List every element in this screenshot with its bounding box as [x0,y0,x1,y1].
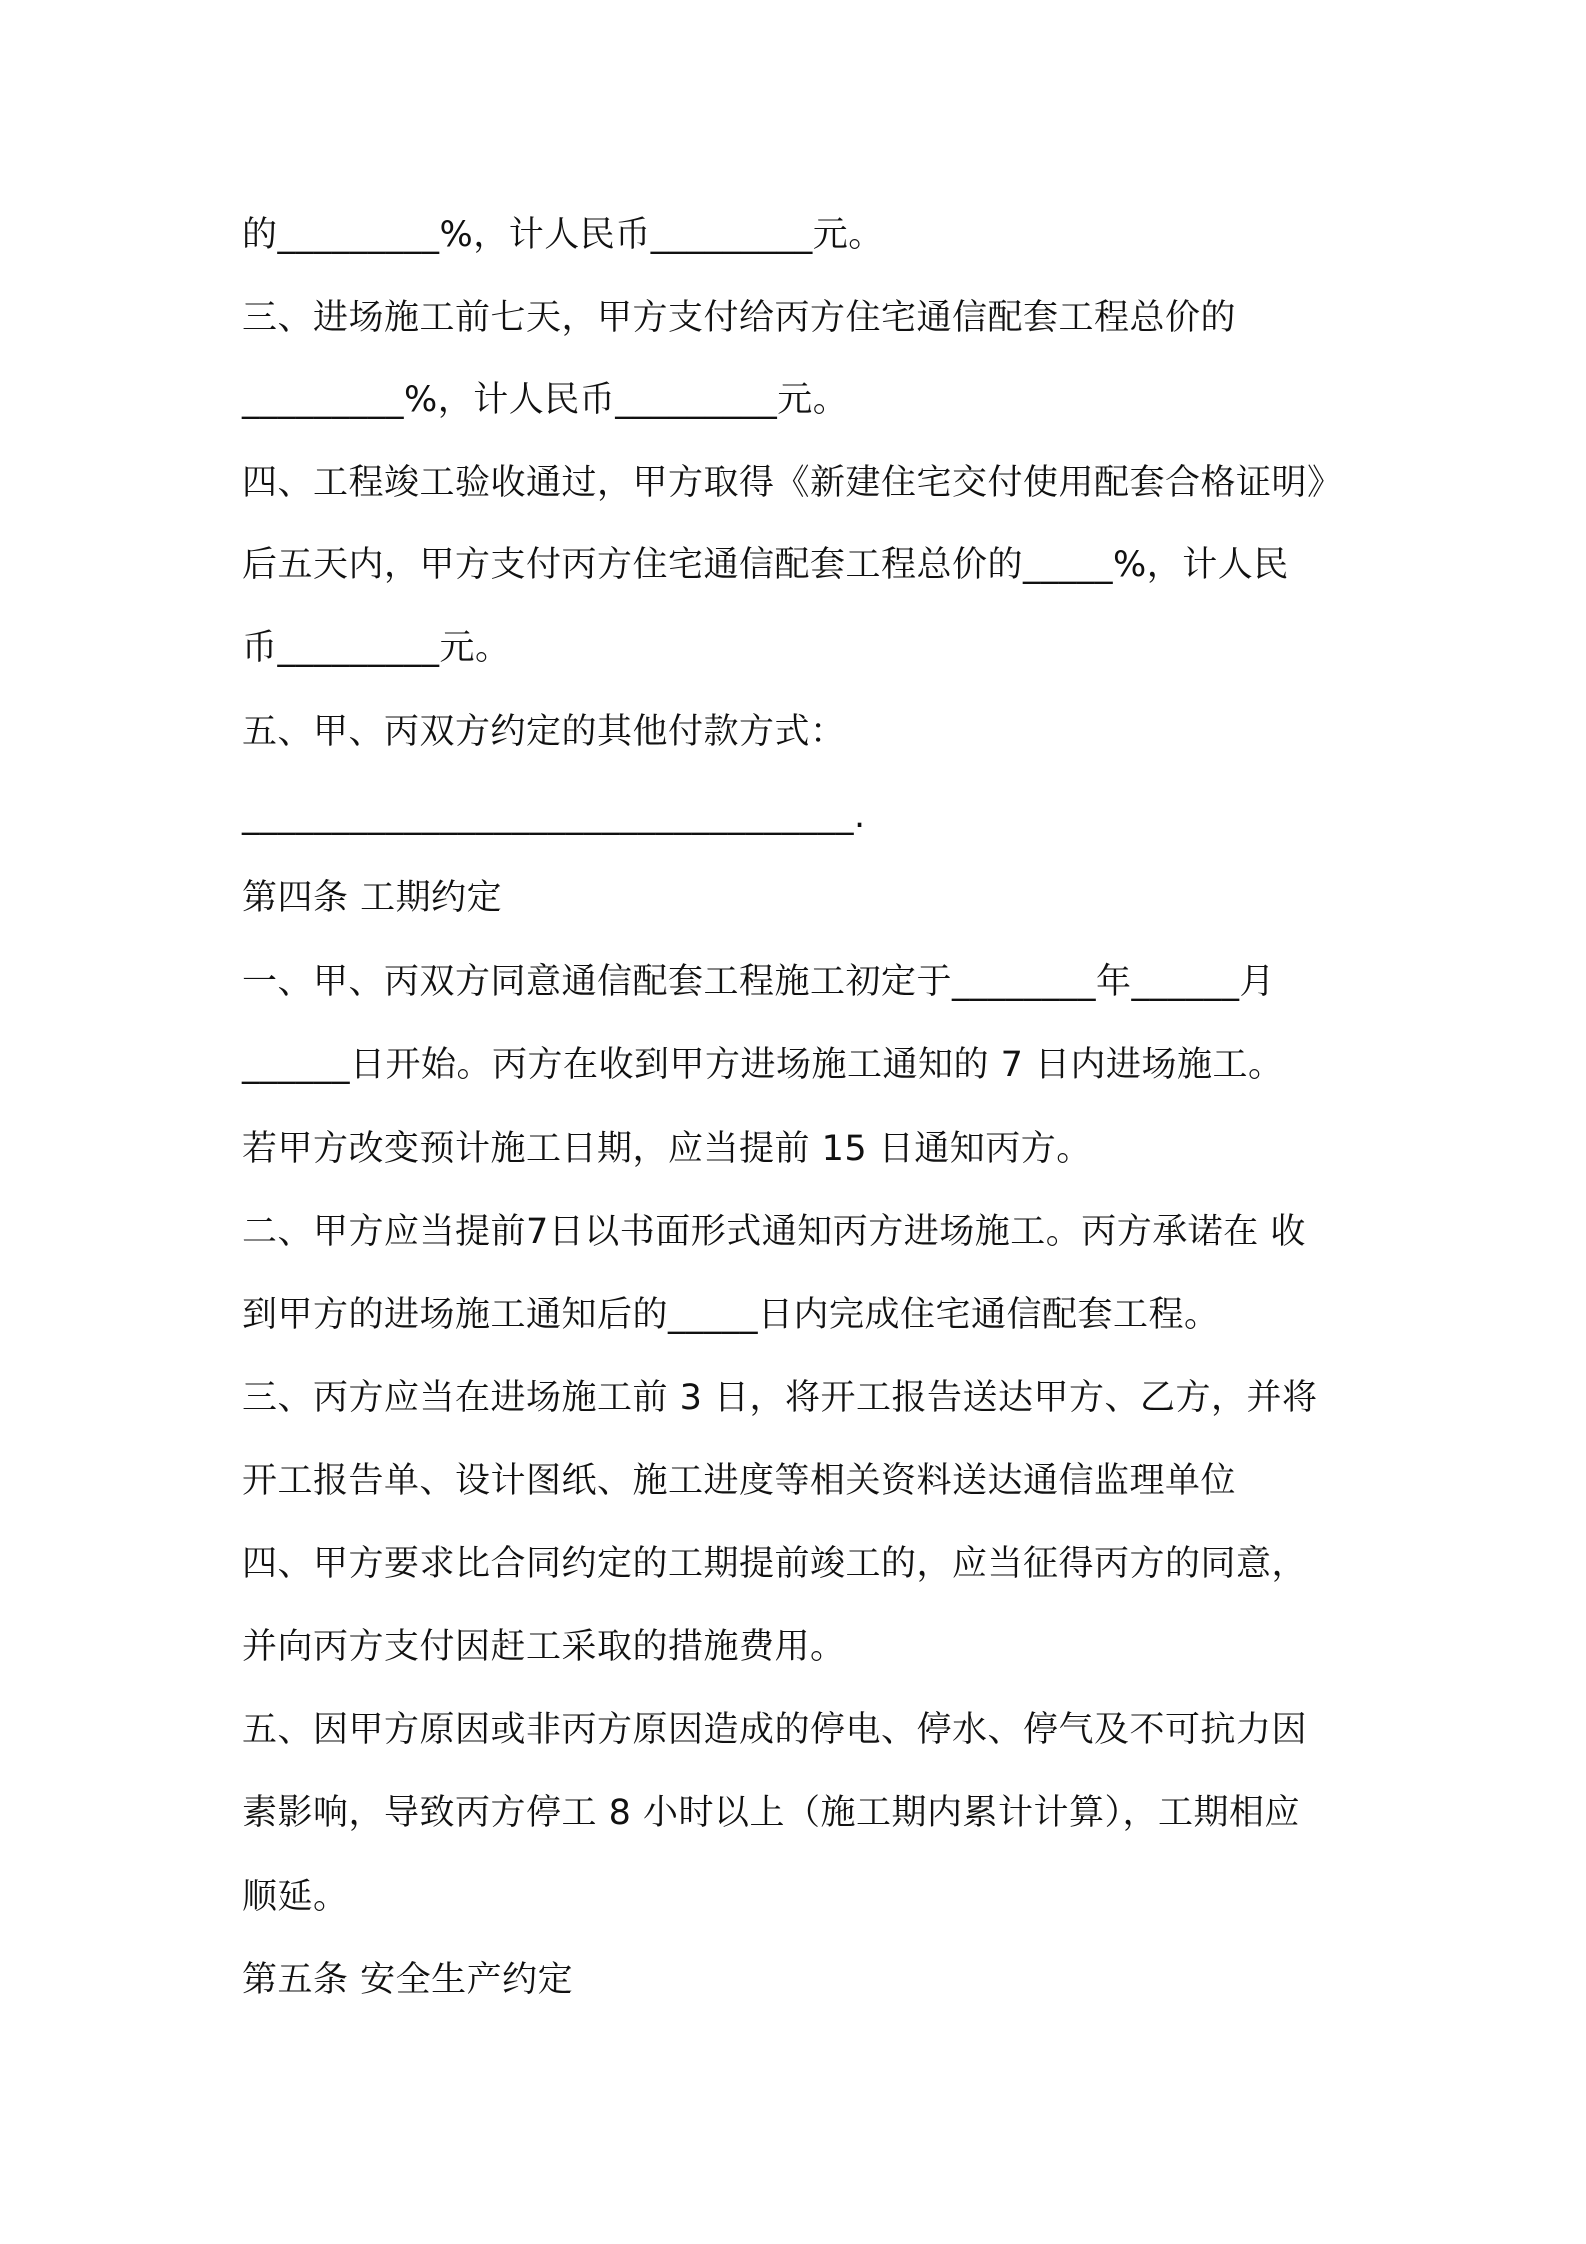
text-line: 顺延。 [242,1877,349,1917]
text-line: ______日开始。丙方在收到甲方进场施工通知的 7 日内进场施工。 [242,1045,1284,1085]
text-line: 到甲方的进场施工通知后的_____日内完成住宅通信配套工程。 [242,1295,1220,1335]
text-line: 三、丙方应当在进场施工前 3 日，将开工报告送达甲方、乙方，并将 [242,1378,1318,1418]
text-line: 一、甲、丙双方同意通信配套工程施工初定于________年______月 [242,962,1276,1002]
section-heading: 第四条 工期约定 [242,878,503,918]
text-line: 三、进场施工前七天，甲方支付给丙方住宅通信配套工程总价的 [242,298,1237,338]
text-line: 二、甲方应当提前7日以书面形式通知丙方进场施工。丙方承诺在 收 [242,1212,1306,1252]
text-line: 四、工程竣工验收通过，甲方取得《新建住宅交付使用配套合格证明》 [242,463,1343,503]
text-line: 五、甲、丙双方约定的其他付款方式： [242,712,846,752]
text-line: _________%，计人民币_________元。 [242,380,849,420]
text-line: 后五天内，甲方支付丙方住宅通信配套工程总价的_____%，计人民 [242,545,1289,585]
text-line: 若甲方改变预计施工日期，应当提前 15 日通知丙方。 [242,1129,1092,1169]
text-line: 四、甲方要求比合同约定的工期提前竣工的，应当征得丙方的同意， [242,1544,1308,1584]
text-line: 的_________%，计人民币_________元。 [242,215,884,255]
text-line: 币_________元。 [242,628,511,668]
text-line: 五、因甲方原因或非丙方原因造成的停电、停水、停气及不可抗力因 [242,1710,1308,1750]
text-line: 开工报告单、设计图纸、施工进度等相关资料送达通信监理单位 [242,1461,1237,1501]
text-line: 并向丙方支付因赶工采取的措施费用。 [242,1627,846,1667]
text-line: 素影响，导致丙方停工 8 小时以上（施工期内累计计算），工期相应 [242,1793,1301,1833]
blank-line: __________________________________. [242,796,866,836]
section-heading: 第五条 安全生产约定 [242,1960,574,2000]
